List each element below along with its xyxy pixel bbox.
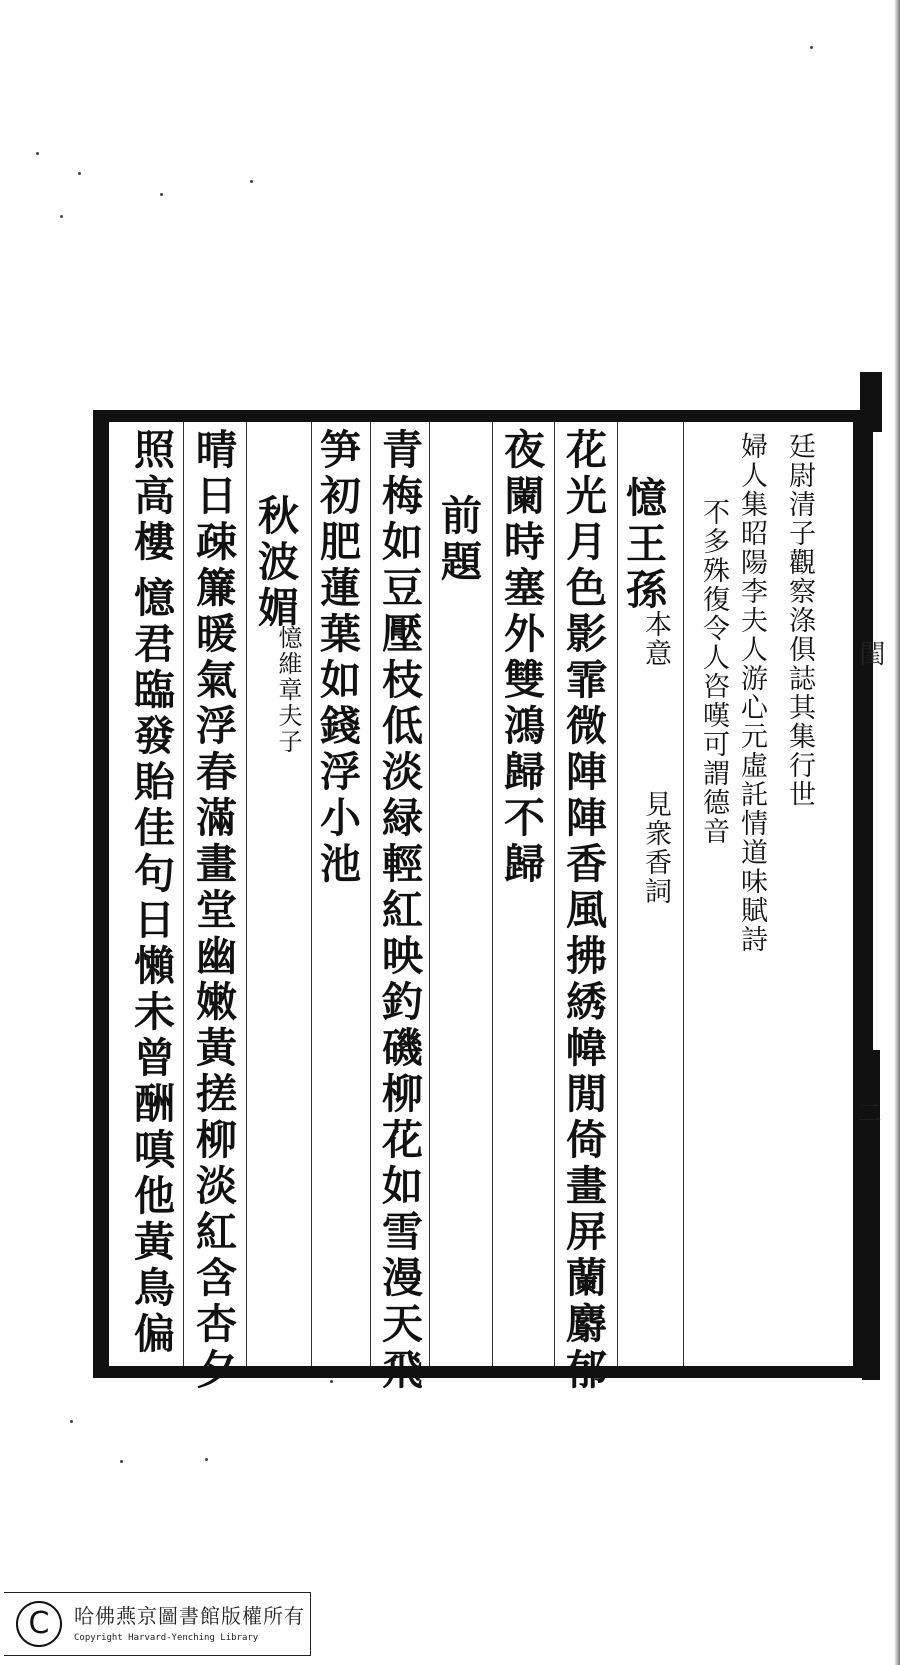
speck (120, 1460, 123, 1463)
speck (330, 1380, 333, 1383)
poem-line: 照高樓 (127, 428, 175, 566)
edge-text: 閨 (855, 640, 885, 666)
speck (36, 152, 39, 155)
poem-subtitle-note: 憶維章夫子 (274, 625, 302, 755)
speck (250, 180, 253, 183)
copyright-icon: C (16, 1601, 62, 1647)
frame-corner (860, 372, 882, 432)
column-rule (183, 422, 184, 1366)
speck (70, 1420, 73, 1423)
poem-tune-note: 本意 (640, 610, 671, 668)
column-rule (429, 422, 430, 1366)
copyright-chinese: 哈佛燕京圖書館版權所有 (74, 1604, 305, 1628)
speck (78, 172, 81, 175)
speck (810, 46, 813, 49)
poem-line: 晴日疎簾暖氣浮春滿畫堂幽嫩黃搓柳淡紅含杏夕 (189, 428, 237, 1394)
column-rule (554, 422, 555, 1366)
poem-line: 笋初肥蓮葉如錢浮小池 (313, 428, 361, 888)
poem-source-note: 見衆香詞 (640, 790, 671, 906)
poem-title: 秋波媚 (251, 494, 299, 632)
poem-line: 憶君臨發貽佳句日懶未曾酬嗔他黃鳥偏 (127, 576, 175, 1358)
speck (205, 1458, 208, 1461)
speck (160, 193, 163, 196)
column-rule (246, 422, 247, 1366)
poem-title: 憶王孫 (619, 476, 667, 614)
column-rule (492, 422, 493, 1366)
column-rule (311, 422, 312, 1366)
speck (60, 215, 63, 218)
scan-edge (894, 0, 900, 1665)
edge-text: 二 (853, 1100, 881, 1124)
poem-title: 前題 (434, 494, 482, 586)
poem-line: 花光月色影霏微陣陣香風拂綉幃閒倚畫屏蘭麝郁 (559, 428, 607, 1394)
copyright-english: Copyright Harvard-Yenching Library (74, 1633, 259, 1643)
preface-column: 不多殊復令人咨嘆可謂德音 (698, 498, 729, 846)
poem-line: 青梅如豆壓枝低淡緑輕紅映釣磯柳花如雪漫天飛 (375, 428, 423, 1394)
column-rule (683, 422, 684, 1366)
preface-column: 廷尉清子觀察涤俱誌其集行世 (784, 432, 815, 809)
copyright-stamp (4, 1592, 311, 1656)
preface-column: 婦人集昭陽李夫人游心元虛託情道味賦詩 (736, 432, 767, 954)
column-rule (617, 422, 618, 1366)
column-rule (370, 422, 371, 1366)
poem-line: 夜闌時塞外雙鴻歸不歸 (497, 428, 545, 888)
